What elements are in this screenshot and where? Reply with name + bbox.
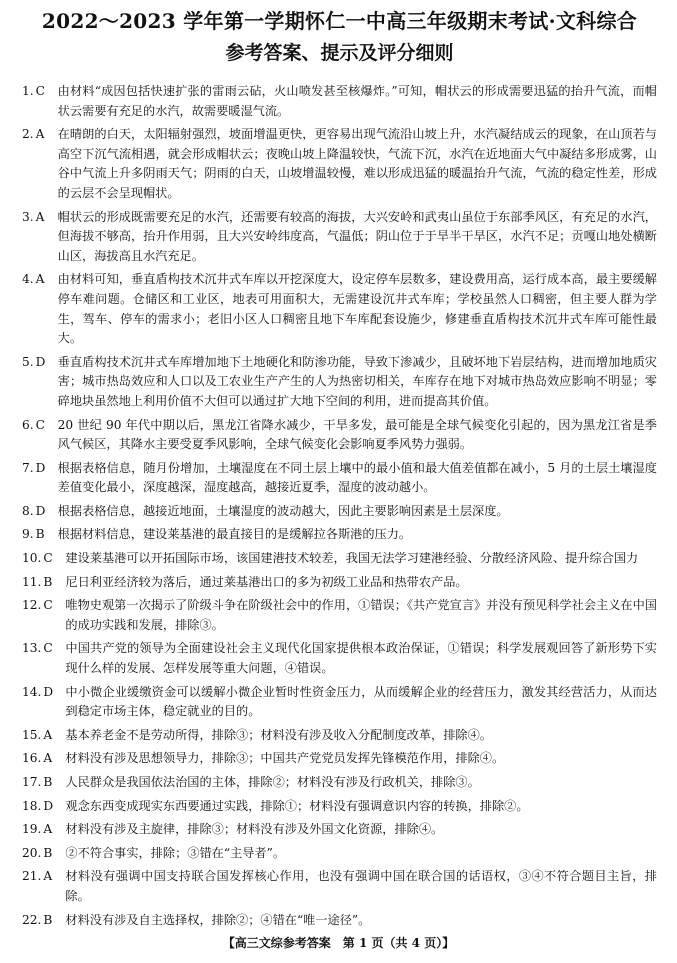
answer-letter: D [35,460,46,475]
answer-letter: C [35,84,45,98]
answer-number: 12. [22,598,42,613]
answer-item [22,773,657,793]
answer-item [22,596,657,635]
answer-item [22,525,657,545]
answer-number: 6. [22,417,34,432]
answer-explanation: 中小微企业缓缴资金可以缓解小微企业暂时性资金压力，从而缓解企业的经营压力，激发其经营活力，从而达到稳定市场主体，稳定就业的目的。 [65,684,657,719]
page-footer: 【高三文综参考答案 第 1 页（共 4 页）】 [222,936,455,950]
answer-letter: C [35,417,45,432]
answer-letter: C [43,598,53,613]
answer-item [22,867,657,906]
answer-item [22,353,657,412]
answer-letter: A [35,209,45,224]
answer-item [22,416,657,455]
answer-item [22,125,657,203]
answer-explanation: 20 世纪 90 年代中期以后，黑龙江省降水减少，干旱多发，最可能是全球气候变化引起的，因为黑龙江省是季风气候区，其降水主要受夏季风影响，全球气候变化会影响夏季风势力强弱。 [57,417,657,452]
answer-explanation: 材料没有涉及思想领导力，排除③；中国共产党党员发挥先锋模范作用，排除④。 [65,751,505,766]
answer-letter: B [43,912,53,927]
answer-explanation: 在晴朗的白天，太阳辐射强烈，坡面增温更快，更容易出现气流沿山坡上升，水汽凝结成云的现象，在山顶若与高空下沉气流相遇，就会形成帽状云；夜晚山坡上降温较快，气流下沉，水汽在近地面大气中凝结多形成雾，山谷中气流上升多阴雨天气；阴雨的白天，山坡增温较慢，难以形成迅猛的暖温抬升气流，气流的稳定性差，形成的云层不会呈现帽状。 [57,127,657,200]
answer-letter: A [43,822,53,837]
answer-letter: C [43,641,53,656]
answer-number: 22. [22,912,42,927]
answer-explanation: 中国共产党的领导为全面建设社会主义现代化国家提供根本政治保证，①错误；科学发展观回答了新形势下实现什么样的发展、怎样发展等重大问题，④错误。 [65,641,657,676]
answer-letter: D [43,684,54,699]
answer-item [22,844,657,864]
answer-explanation: 由材料“成因包括快速扩张的雷雨云砧，火山喷发甚至核爆炸。”可知，帽状云的形成需要迅猛的抬升气流，而帽状云需要有充足的水汽，故需要暖湿气流。 [57,84,657,118]
answer-explanation: 材料没有涉及主旋律，排除③；材料没有涉及外国文化资源，排除④。 [65,822,444,837]
answer-explanation: 人民群众是我国依法治国的主体，排除②；材料没有涉及行政机关，排除③。 [65,775,480,789]
answer-number: 9. [22,527,34,542]
answer-explanation: 根据表格信息，随月份增加，土壤湿度在不同土层上壤中的最小值和最大值差值都在减小，5 月的土层土壤湿度差值变化最小，深度越深，湿度越高，越接近夏季，湿度的波动越小。 [57,460,657,495]
answer-explanation: 基本养老金不是劳动所得，排除③；材料没有涉及收入分配制度改革，排除④。 [65,727,492,742]
answer-number: 20. [22,845,42,860]
answer-item [22,270,657,348]
answer-number: 21. [22,869,42,884]
answer-item [22,549,657,569]
answer-explanation: 根据表格信息，越接近地面，土壤湿度的波动越大，因此主要影响因素是土层深度。 [57,503,509,518]
page-subtitle: 参考答案、提示及评分细则 [225,42,454,64]
answer-number: 5. [22,354,34,369]
answer-letter: D [35,354,46,369]
answer-number: 10. [22,551,42,566]
answer-letter: B [43,775,53,789]
answer-letter: A [43,727,53,742]
answer-item [22,820,657,840]
answer-letter: A [43,751,53,766]
answer-number: 16. [22,751,42,766]
answer-explanation: 根据材料信息，建设莱基港的最直接目的是缓解拉各斯港的压力。 [57,527,412,542]
answer-number: 18. [22,798,42,813]
answer-number: 13. [22,641,42,656]
answer-number: 14. [22,684,42,699]
answer-letter: A [35,127,45,142]
answer-letter: D [35,503,46,518]
answer-letter: A [43,869,53,884]
answer-item [22,208,657,267]
answer-explanation: ②不符合事实，排除；③错在“主导者”。 [65,845,286,860]
answer-item [22,726,657,746]
answer-item [22,502,657,522]
answer-explanation: 垂直盾构技术沉井式车库增加地下土地硬化和防渗功能，导致下渗减少，且破坏地下岩层结构，进而增加地质灾害；城市热岛效应和人口以及工农业生产产生的人为热密切相关，车库存在地下对城市热岛效应影响不明显；零碎地块虽然地上利用价值不大但可以通过扩大地下空间的利用，进而提高其价值。 [57,354,657,408]
answer-item [22,459,657,498]
answer-explanation: 建设莱基港可以开拓国际市场，该国建港技术较差，我国无法学习建港经验、分散经济风险、提升综合国力 [65,551,639,566]
answer-item [22,639,657,678]
answer-number: 7. [22,460,34,475]
answer-item [22,573,657,593]
answer-letter: A [35,272,45,287]
answer-number: 15. [22,727,42,742]
answer-number: 2. [22,127,34,142]
answer-explanation: 由材料可知，垂直盾构技术沉井式车库以开挖深度大，设定停车层数多，建设费用高，运行成本高，最主要缓解停车难问题。仓储区和工业区，地表可用面积大，无需建设沉井式车库；学校虽然人口稠密，但主要人群为学生，驾车、停车的需求小；老旧小区人口稠密且地下车库配套设施少，修建垂直盾构技术沉井式车库可能性最大。 [57,272,657,346]
answer-letter: D [43,798,54,813]
answer-number: 8. [22,503,34,518]
page-title: 2022～2023 学年第一学期怀仁一中高三年级期末考试·文科综合 [41,9,638,33]
answer-item [22,683,657,722]
answer-explanation: 材料没有涉及自主选择权，排除②；④错在“唯一途径”。 [65,912,371,927]
answer-explanation: 帽状云的形成既需要充足的水汽，还需要有较高的海拔，大兴安岭和武夷山虽位于东部季风区，有充足的水汽，但海拔不够高，抬升作用弱，且大兴安岭纬度高，气温低；阴山位于于旱半干旱区，水汽不足；贡嘎山地处横断山区，海拔高且水汽充足。 [57,209,657,263]
answer-item [22,82,657,121]
answer-explanation: 尼日利亚经济较为落后，通过莱基港出口的多为初级工业品和热带农产品。 [65,574,468,589]
answer-letter: B [43,574,53,589]
answer-number: 4. [22,272,34,287]
answer-letter: B [43,845,53,860]
answer-explanation: 材料没有强调中国支持联合国发挥核心作用，也没有强调中国在联合国的话语权，③④不符合题目主旨，排除。 [65,869,657,903]
answer-list [22,82,657,930]
answer-number: 1. [22,84,34,98]
answer-item [22,797,657,817]
answer-explanation: 唯物史观第一次揭示了阶级斗争在阶级社会中的作用，①错误；《共产党宣言》并没有预见科学社会主义在中国的成功实践和发展，排除③。 [65,598,657,632]
answer-number: 3. [22,209,34,224]
answer-item [22,749,657,769]
answer-explanation: 观念东西变成现实东西要通过实践，排除①；材料没有强调意识内容的转换，排除②。 [65,798,529,813]
answer-number: 17. [22,775,42,789]
answer-number: 11. [22,574,42,589]
answer-number: 19. [22,822,42,837]
answer-letter: C [43,551,53,566]
answer-letter: B [35,527,45,542]
answer-item [22,911,657,931]
